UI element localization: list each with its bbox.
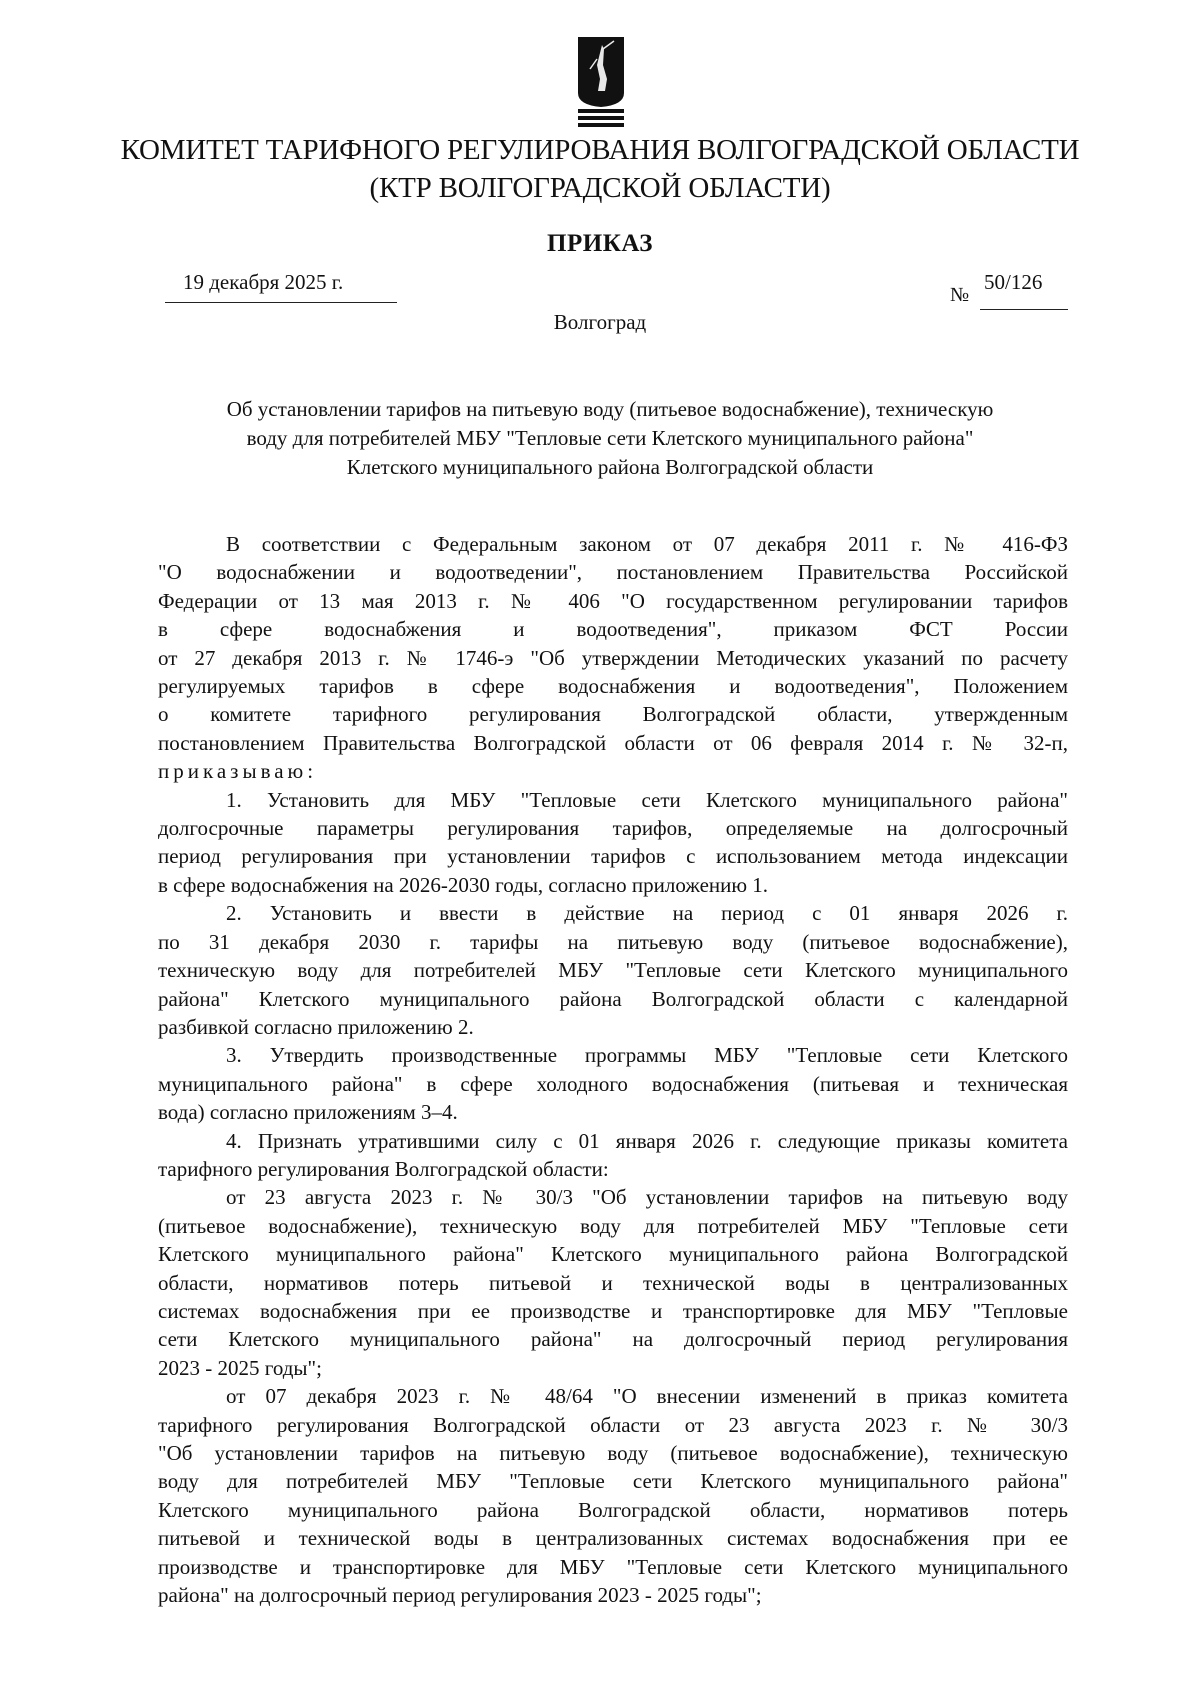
body-line: в сфере водоснабжения и водоотведения", приказом ФСТ России — [158, 617, 1068, 642]
document-number: 50/126 — [984, 270, 1043, 294]
subject-line: воду для потребителей МБУ "Тепловые сети Клетского муниципального района" — [246, 426, 974, 450]
body-line: техническую воду для потребителей МБУ "Тепловые сети Клетского муниципального — [158, 958, 1068, 983]
document-body — [158, 530, 1068, 1609]
subject-line: Об установлении тарифов на питьевую воду (питьевое водоснабжение), техническую — [226, 397, 994, 421]
body-line: период регулирования при установлении тарифов с использованием метода индексации — [158, 844, 1068, 869]
volgograd-coat-of-arms-emblem — [576, 35, 626, 130]
date-underline — [165, 302, 397, 303]
body-line: Клетского муниципального района Волгоградской области, нормативов потерь — [158, 1497, 1068, 1522]
body-line: 3. Утвердить производственные программы МБУ "Тепловые сети Клетского — [226, 1043, 1068, 1068]
body-line: В соответствии с Федеральным законом от 07 декабря 2011 г. № 416-ФЗ — [226, 532, 1068, 556]
body-line: производстве и транспортировке для МБУ "Тепловые сети Клетского муниципального — [158, 1554, 1068, 1579]
body-line: в сфере водоснабжения на 2026-2030 годы, согласно приложению 1. — [158, 872, 769, 897]
body-line: 1. Установить для МБУ "Тепловые сети Клетского муниципального района" — [226, 787, 1068, 812]
body-line: области, нормативов потерь питьевой и технической воды в централизованных — [158, 1270, 1068, 1295]
document-city: Волгоград — [553, 310, 647, 334]
body-line: 4. Признать утратившими силу с 01 января 2026 г. следующие приказы комитета — [226, 1128, 1068, 1153]
body-line: Федерации от 13 мая 2013 г. № 406 "О государственном регулировании тарифов — [158, 588, 1068, 613]
body-line: "О водоснабжении и водоотведении", постановлением Правительства Российской — [158, 560, 1068, 585]
body-line: от 27 декабря 2013 г. № 1746-э "Об утверждении Методических указаний по расчету — [158, 645, 1068, 670]
body-line: о комитете тарифного регулирования Волгоградской области, утвержденным — [158, 702, 1068, 727]
body-line: постановлением Правительства Волгоградской области от 06 февраля 2014 г. № 32-п, — [158, 730, 1068, 755]
body-line: 2. Установить и ввести в действие на период с 01 января 2026 г. — [226, 901, 1068, 926]
organization-name: КОМИТЕТ ТАРИФНОГО РЕГУЛИРОВАНИЯ ВОЛГОГРАДСКОЙ ОБЛАСТИ — [120, 134, 1080, 166]
body-line: от 07 декабря 2023 г. № 48/64 "О внесении изменений в приказ комитета — [226, 1384, 1068, 1409]
document-subject — [150, 395, 1070, 482]
body-line: Клетского муниципального района" Клетского муниципального района Волгоградской — [158, 1242, 1068, 1267]
body-line: района" Клетского муниципального района Волгоградской области с календарной — [158, 986, 1068, 1011]
organization-abbreviation: (КТР ВОЛГОГРАДСКОЙ ОБЛАСТИ) — [369, 172, 831, 204]
body-line: тарифного регулирования Волгоградской области от 23 августа 2023 г. № 30/3 — [158, 1412, 1068, 1437]
body-line: воду для потребителей МБУ "Тепловые сети Клетского муниципального района" — [158, 1469, 1068, 1494]
body-line: района" на долгосрочный период регулирования 2023 - 2025 годы"; — [158, 1583, 762, 1608]
body-line: (питьевое водоснабжение), техническую воду для потребителей МБУ "Тепловые сети — [158, 1213, 1068, 1238]
number-sign: № — [950, 284, 970, 306]
body-line: муниципального района" в сфере холодного водоснабжения (питьевая и техническая — [158, 1071, 1068, 1096]
body-line: долгосрочные параметры регулирования тарифов, определяемые на долгосрочный — [158, 816, 1068, 841]
body-line: питьевой и технической воды в централизованных системах водоснабжения при ее — [158, 1526, 1068, 1551]
body-line: от 23 августа 2023 г. № 30/3 "Об установлении тарифов на питьевую воду — [226, 1185, 1068, 1210]
body-line: по 31 декабря 2030 г. тарифы на питьевую воду (питьевое водоснабжение), — [158, 929, 1068, 954]
document-date: 19 декабря 2025 г. — [183, 270, 344, 294]
subject-line: Клетского муниципального района Волгоградской области — [346, 455, 874, 479]
body-line: сети Клетского муниципального района" на долгосрочный период регулирования — [158, 1327, 1068, 1352]
body-line: разбивкой согласно приложению 2. — [158, 1014, 474, 1039]
body-line: тарифного регулирования Волгоградской области: — [158, 1156, 609, 1181]
orders-word: приказываю: — [158, 759, 318, 784]
body-line: системах водоснабжения при ее производстве и транспортировке для МБУ "Тепловые — [158, 1298, 1068, 1323]
body-line: "Об установлении тарифов на питьевую воду (питьевое водоснабжение), техническую — [158, 1441, 1068, 1465]
document-type-title: ПРИКАЗ — [547, 230, 653, 257]
body-line: 2023 - 2025 годы"; — [158, 1355, 322, 1380]
body-line: вода) согласно приложениям 3–4. — [158, 1100, 458, 1125]
body-line: регулируемых тарифов в сфере водоснабжения и водоотведения", Положением — [158, 674, 1068, 699]
